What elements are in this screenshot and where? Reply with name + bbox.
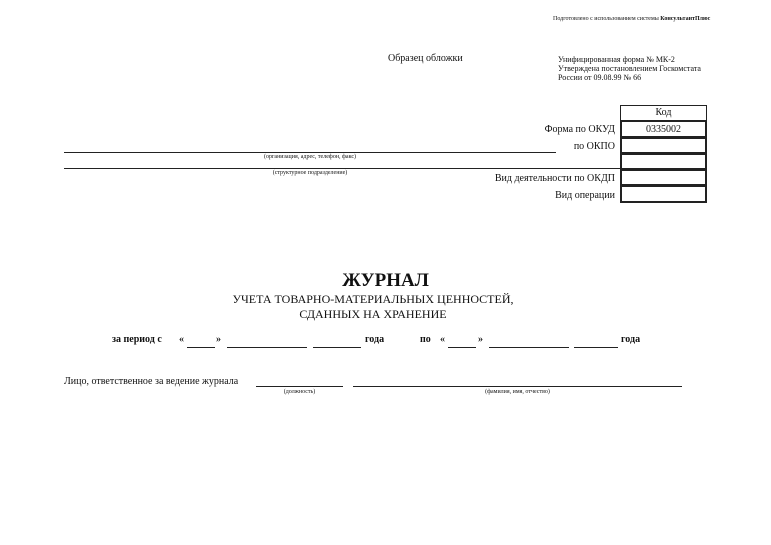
department-line <box>64 168 620 169</box>
period-from-quote-close: » <box>216 334 221 345</box>
period-from-label: за период с <box>112 334 162 345</box>
responsible-position-hint: (должность) <box>283 389 316 395</box>
period-to-month-blank <box>489 347 569 348</box>
period-from-month-blank <box>227 347 307 348</box>
label-okpo: по ОКПО <box>573 141 615 152</box>
period-to-quote-open: « <box>440 334 445 345</box>
form-info-line1: Унифицированная форма № МК-2 <box>558 55 675 64</box>
journal-subtitle-line1: УЧЕТА ТОВАРНО-МАТЕРИАЛЬНЫХ ЦЕННОСТЕЙ, <box>232 292 514 306</box>
code-value-okud: 0335002 <box>620 120 707 138</box>
label-operation: Вид операции <box>555 190 615 201</box>
organization-hint: (организация, адрес, телефон, факс) <box>263 154 357 160</box>
period-to-year-blank <box>574 347 618 348</box>
code-value-okpo <box>620 137 707 154</box>
period-from-year-label: года <box>365 334 385 345</box>
form-info <box>558 55 701 82</box>
code-value-operation <box>620 185 707 203</box>
form-info-line2: Утверждена постановлением Госкомстата <box>558 64 701 73</box>
period-to-day-blank <box>448 347 476 348</box>
period-to-quote-close: » <box>478 334 483 345</box>
code-value-blank <box>620 153 707 170</box>
period-to-label: по <box>420 334 431 345</box>
label-okdp: Вид деятельности по ОКДП <box>494 173 615 184</box>
journal-title: ЖУРНАЛ <box>342 270 429 291</box>
journal-subtitle-line2: СДАННЫХ НА ХРАНЕНИЕ <box>299 307 447 321</box>
prepared-by-note <box>553 16 710 22</box>
period-to-year-label: года <box>621 334 641 345</box>
sample-label: Образец обложки <box>388 53 463 64</box>
period-from-year-blank <box>313 347 361 348</box>
period-from-quote-open: « <box>179 334 184 345</box>
department-hint: (структурное подразделение) <box>272 170 348 176</box>
code-header: Код <box>620 105 707 121</box>
responsible-position-line <box>256 386 343 387</box>
code-value-okdp <box>620 169 707 186</box>
responsible-name-line <box>353 386 682 387</box>
period-from-day-blank <box>187 347 215 348</box>
label-okud: Форма по ОКУД <box>544 124 615 135</box>
organization-line <box>64 152 556 153</box>
prepared-by-text: Подготовлено с использованием системы <box>553 16 659 22</box>
responsible-name-hint: (фамилия, имя, отчество) <box>485 389 550 395</box>
form-info-line3: России от 09.08.99 № 66 <box>558 73 642 82</box>
responsible-label: Лицо, ответственное за ведение журнала <box>64 376 239 387</box>
system-name: КонсультантПлюс <box>660 16 711 22</box>
